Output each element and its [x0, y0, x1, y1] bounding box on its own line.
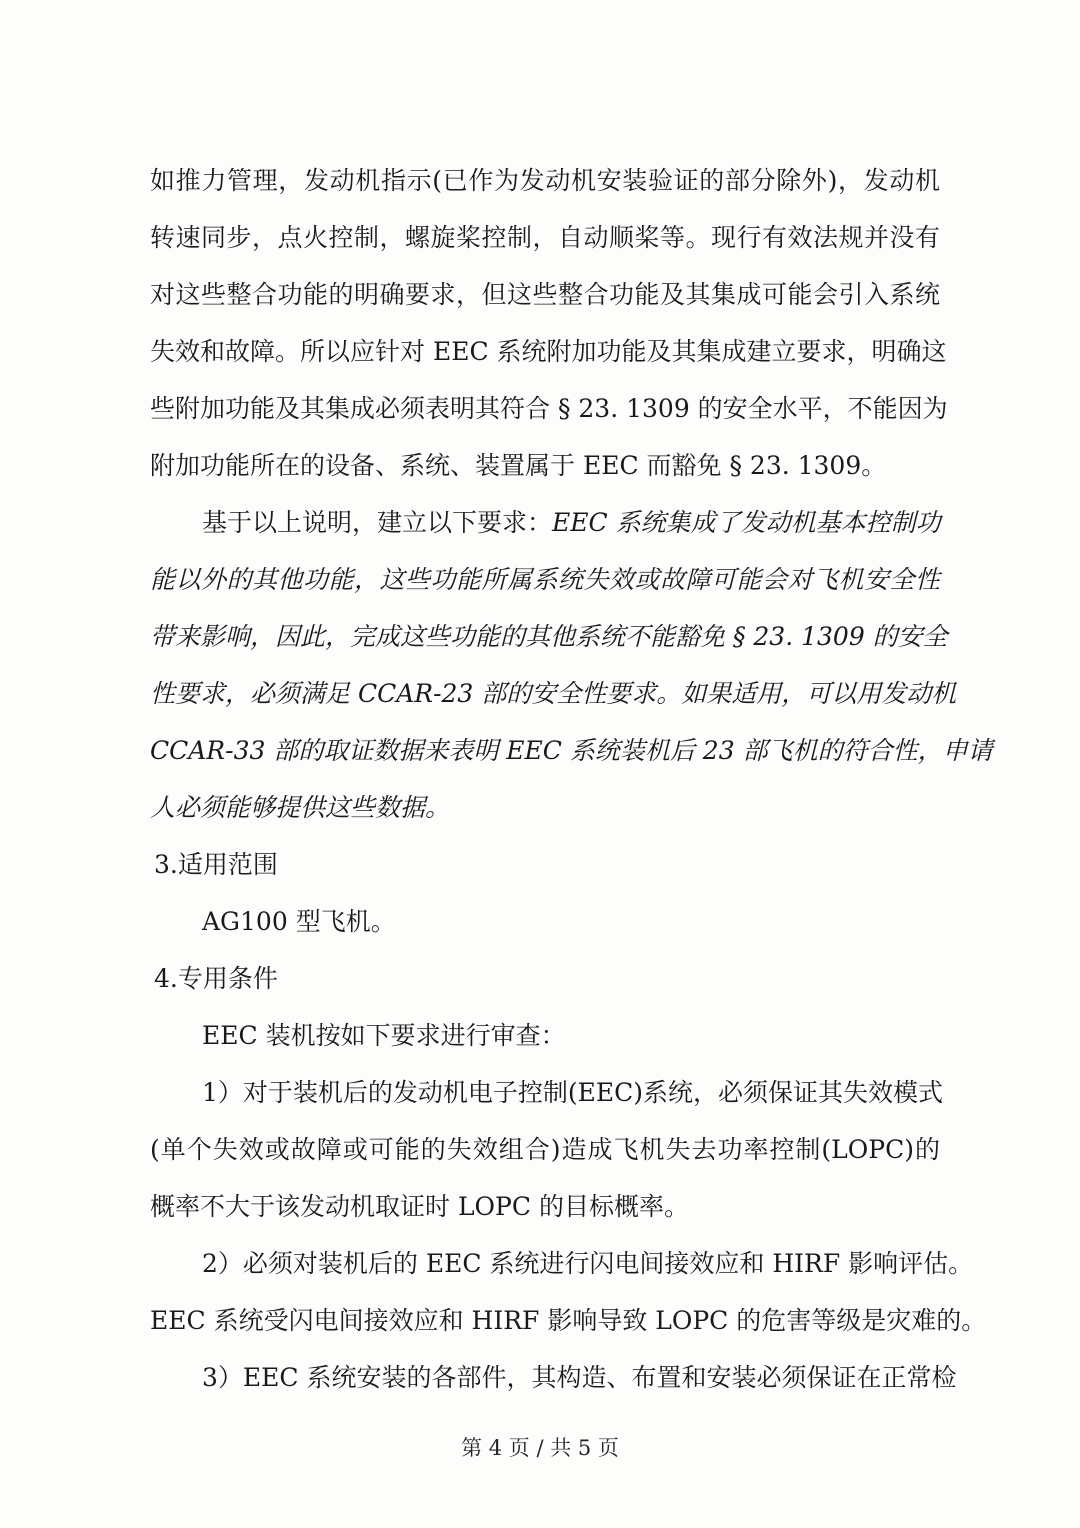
text-line: 失效和故障。所以应针对 EEC 系统附加功能及其集成建立要求，明确这: [150, 337, 947, 366]
review-intro: EEC 装机按如下要求进行审查：: [202, 1021, 566, 1050]
requirement-line: [150, 494, 940, 551]
condition-2-line: 2）必须对装机后的 EEC 系统进行闪电间接效应和 HIRF 影响评估。: [202, 1249, 974, 1278]
text-line: 些附加功能及其集成必须表明其符合 § 23. 1309 的安全水平，不能因为: [150, 394, 948, 423]
scope-text: AG100 型飞机。: [202, 907, 396, 936]
condition-1-line: (单个失效或故障或可能的失效组合)造成飞机失去功率控制(LOPC)的: [150, 1135, 940, 1164]
condition-3-line: 3）EEC 系统安装的各部件，其构造、布置和安装必须保证在正常检: [202, 1363, 957, 1392]
condition-1-line: 1）对于装机后的发动机电子控制(EEC)系统，必须保证其失效模式: [202, 1078, 944, 1107]
requirement-line: 能以外的其他功能，这些功能所属系统失效或故障可能会对飞机安全性: [150, 565, 940, 594]
text-line: 转速同步，点火控制，螺旋桨控制，自动顺桨等。现行有效法规并没有: [150, 223, 940, 252]
condition-1-line: 概率不大于该发动机取证时 LOPC 的目标概率。: [150, 1192, 689, 1221]
section-heading-scope: 3.适用范围: [154, 850, 278, 879]
requirement-intro: 基于以上说明，建立以下要求：: [202, 508, 553, 537]
text-line: 如推力管理，发动机指示(已作为发动机安装验证的部分除外)，发动机: [150, 166, 940, 195]
requirement-italic: EEC 系统集成了发动机基本控制功: [552, 508, 941, 537]
text-line: 对这些整合功能的明确要求，但这些整合功能及其集成可能会引入系统: [150, 280, 940, 309]
text-line: 附加功能所在的设备、系统、装置属于 EEC 而豁免 § 23. 1309。: [150, 451, 887, 480]
body-text: [150, 152, 993, 1406]
requirement-line: 性要求，必须满足 CCAR-23 部的安全性要求。如果适用，可以用发动机: [150, 679, 957, 708]
condition-2-line: EEC 系统受闪电间接效应和 HIRF 影响导致 LOPC 的危害等级是灾难的。: [150, 1306, 987, 1335]
requirement-line: 带来影响，因此，完成这些功能的其他系统不能豁免 § 23. 1309 的安全: [150, 622, 948, 651]
requirement-line: 人必须能够提供这些数据。: [150, 793, 451, 822]
section-heading-special-conditions: 4.专用条件: [154, 964, 278, 993]
requirement-line: CCAR-33 部的取证数据来表明 EEC 系统装机后 23 部飞机的符合性，申请: [150, 736, 993, 765]
page-footer: 第 4 页 / 共 5 页: [461, 1436, 619, 1460]
